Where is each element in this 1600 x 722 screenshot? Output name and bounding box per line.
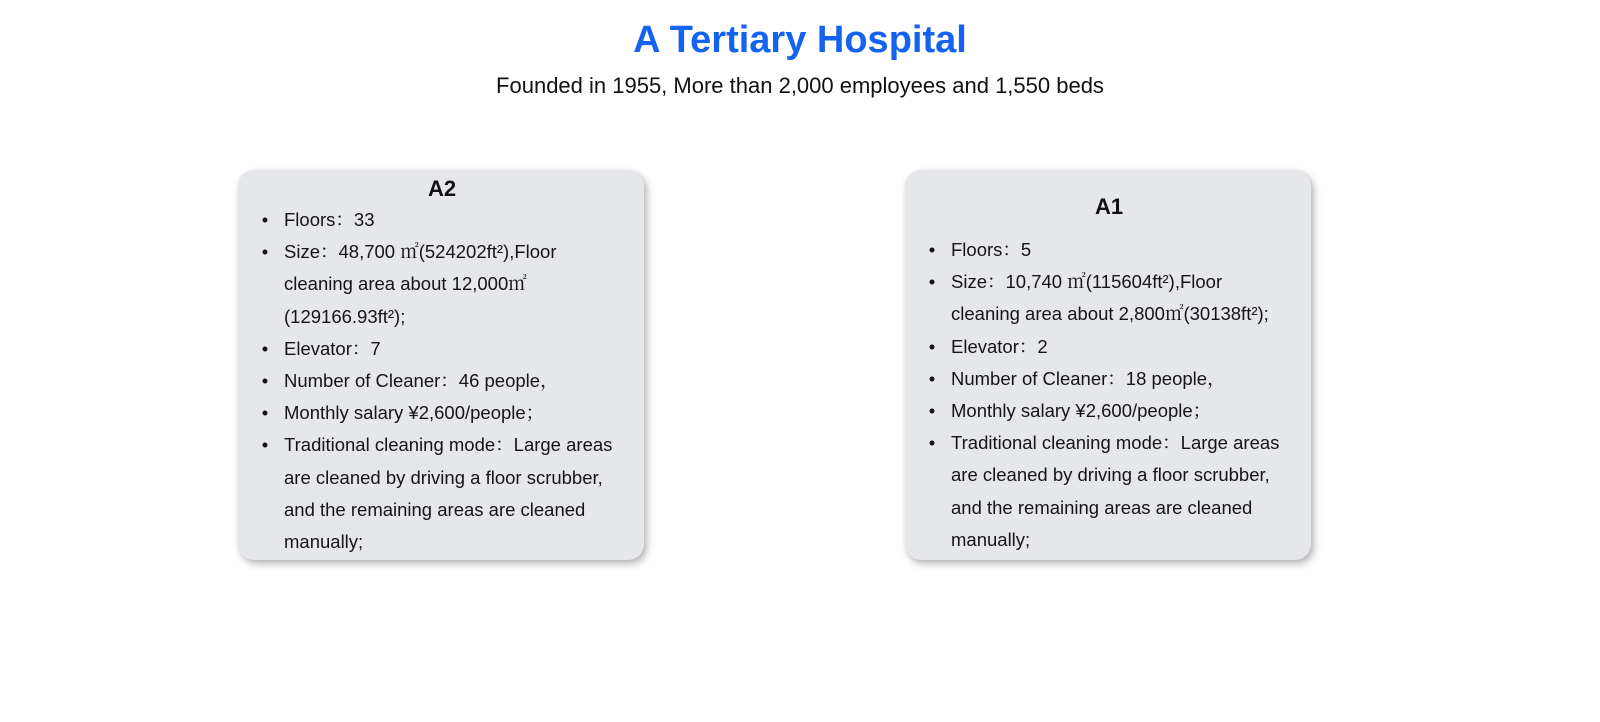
list-item-cleaners bbox=[258, 365, 626, 397]
building-card-a1 bbox=[905, 170, 1311, 560]
bullet-icon: • bbox=[261, 209, 269, 230]
list-item-cleaning-mode bbox=[258, 429, 626, 558]
list-item-text: Elevator：2 bbox=[951, 335, 1048, 357]
list-item-text: Elevator：7 bbox=[284, 337, 381, 359]
list-item-text: Traditional cleaning mode：Large areas are cleaned by driving a floor scrubber, and the remaining areas are cleaned manually; bbox=[951, 432, 1280, 550]
list-item-text: Floors：5 bbox=[951, 239, 1032, 260]
list-item-floors bbox=[258, 204, 626, 236]
list-item-size bbox=[925, 266, 1293, 330]
bullet-icon: • bbox=[928, 432, 936, 454]
bullet-icon: • bbox=[928, 335, 936, 357]
list-item-floors bbox=[925, 234, 1293, 266]
bullet-icon: • bbox=[928, 400, 936, 422]
page-subtitle: Founded in 1955, More than 2,000 employees and 1,550 beds bbox=[496, 73, 1104, 98]
card-detail-list bbox=[925, 234, 1293, 556]
list-item-text: Monthly salary ¥2,600/people； bbox=[284, 402, 545, 424]
card-title: A2 bbox=[427, 176, 457, 201]
bullet-icon: • bbox=[928, 239, 936, 260]
bullet-icon: • bbox=[261, 370, 269, 392]
bullet-icon: • bbox=[928, 367, 936, 389]
page-title: A Tertiary Hospital bbox=[633, 19, 967, 61]
list-item-text: Size：10,740 ㎡(115604ft²),Floor cleaning area about 2,800㎡(30138ft²); bbox=[951, 271, 1269, 325]
list-item-cleaning-mode bbox=[925, 427, 1293, 556]
bullet-icon: • bbox=[261, 402, 269, 424]
building-card-a2 bbox=[238, 170, 644, 560]
list-item-elevator bbox=[258, 333, 626, 365]
list-item-text: Floors：33 bbox=[284, 209, 375, 230]
list-item-text: Monthly salary ¥2,600/people； bbox=[951, 400, 1212, 422]
card-detail-list bbox=[258, 204, 626, 558]
bullet-icon: • bbox=[928, 271, 936, 293]
list-item-size bbox=[258, 236, 626, 333]
list-item-elevator bbox=[925, 331, 1293, 363]
list-item-salary bbox=[925, 395, 1293, 427]
bullet-icon: • bbox=[261, 241, 269, 263]
bullet-icon: • bbox=[261, 434, 269, 456]
list-item-salary bbox=[258, 397, 626, 429]
list-item-text: Number of Cleaner：18 people， bbox=[951, 367, 1226, 389]
list-item-text: Size：48,700 ㎡(524202ft²),Floor cleaning area about 12,000㎡ (129166.93ft²); bbox=[284, 241, 557, 327]
list-item-text: Traditional cleaning mode：Large areas are cleaned by driving a floor scrubber, and the remaining areas are cleaned manually; bbox=[284, 434, 613, 553]
list-item-text: Number of Cleaner：46 people， bbox=[284, 370, 559, 392]
list-item-cleaners bbox=[925, 363, 1293, 395]
bullet-icon: • bbox=[261, 337, 269, 359]
card-title: A1 bbox=[1094, 194, 1124, 219]
